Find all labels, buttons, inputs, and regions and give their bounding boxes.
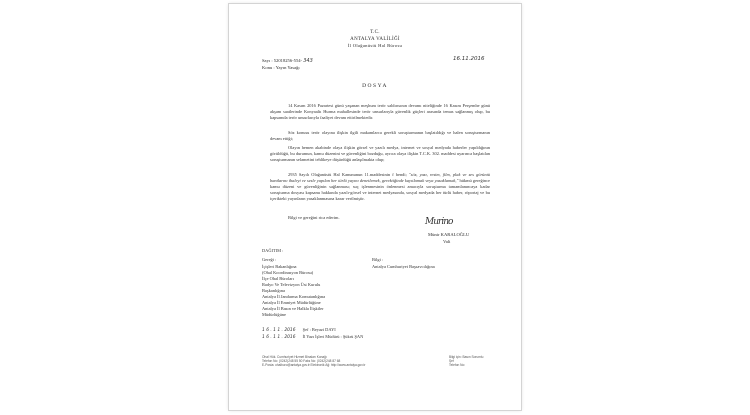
list-item: (Ohal Koordinasyon Bürosu) xyxy=(262,270,314,275)
geregi-list xyxy=(262,264,325,318)
paragraph-4-lead: 2935 Sayılı Olağanüstü Hal Kanununun 11.maddesinin f bendi; xyxy=(288,172,409,177)
bilgi-item: Antalya Cumhuriyet Başsavcılığına xyxy=(372,264,435,269)
paragraph-4 xyxy=(270,172,490,202)
header-country: T.C. xyxy=(370,30,380,35)
closing-line: Bilgi ve gereğini rica ederim. xyxy=(288,215,340,220)
signer-title: Vali xyxy=(443,239,451,244)
list-item: Başkanlığına xyxy=(262,288,285,293)
paraph-date: 1 6 . 1 1 . 2016 xyxy=(262,335,296,340)
konu-value: Yayın Yasağı xyxy=(275,65,300,70)
footer-line: Ohal Hük. Cumhuriyet Hizmet Binaları Konağı xyxy=(262,355,327,359)
sayi-line xyxy=(262,59,313,64)
paragraph-3: Olayın hemen akabinde olaya ilişkin görsel ve yazılı medya, internet ve sosyal medyada haberler yapıldığının görüldüğü, bu durumun, kamu düzenini ve güvenliğini bozduğu, ayrıca olaya ilişkin T.C.K. 302. maddesi uyarınca başlatılan soruşturmanın selametini tehlikeye düşürdüğü anlaşılmakta olup; xyxy=(270,145,490,162)
signer-name: Münir KARALOĞLU xyxy=(428,232,470,237)
geregi-label: Gereği : xyxy=(262,257,277,262)
paragraph-2: Söz konusu terör olayına ilişkin ilgili makamlarca gerekli soruşturmanın başlatıldığı ve halen soruşturmanın devam ettiği; xyxy=(270,130,490,141)
paraph-role: Şef : Beyazi DAYI xyxy=(302,327,336,332)
list-item: Antalya İl Jandarma Komutanlığına xyxy=(262,294,326,299)
footer-line: E-Posta: ohalburo@antalya.gov.tr Elektronik Ağ: http://www.antalya.gov.tr xyxy=(262,363,366,367)
footer-left xyxy=(262,355,365,367)
list-item: İçişleri Bakanlığına xyxy=(262,264,297,269)
date-handwritten: 16.11.2016 xyxy=(453,56,485,62)
paraph-role: İl Yazı İşleri Müdürü : Şükrü ŞAN xyxy=(302,334,364,339)
footer-line: Telefon No: xyxy=(449,363,466,367)
footer-line: Şef xyxy=(449,359,454,363)
paraph-row xyxy=(262,334,363,341)
list-item: Müdürlüğüne xyxy=(262,312,286,317)
list-item: Antalya İl Emniyet Müdürlüğüne xyxy=(262,300,321,305)
paragraph-4-rest: hükmü gereğince kamu düzeni ve güvenliğinin sağlanması; suç işlenmesinin önlenmesi amacıyla soruşturma tamamlanıncaya kadar soruşturma dosyası kapsamı hakkında yazılı-görsel ve internet medyasında, sosyal medyada her türlü haber, röportaj ve bu içerikteki yayınların yasaklanmasına karar verilmiştir. xyxy=(270,178,490,201)
sayi-handwritten: 343 xyxy=(303,58,313,64)
list-item: İlçe Ohal Büroları xyxy=(262,276,294,281)
sayi-label: Sayı : xyxy=(262,58,273,63)
header-department: İl Olağanüstü Hal Bürosu xyxy=(347,43,403,48)
paraph-row xyxy=(262,327,336,334)
sayi-value: 52018256-554- xyxy=(273,58,303,63)
document-page xyxy=(229,4,521,410)
list-item: Radyo Ve Televizyon Üst Kurulu xyxy=(262,282,321,287)
bilgi-label: Bilgi : xyxy=(372,257,384,262)
distribution-heading: DAĞITIM : xyxy=(262,248,284,253)
signature-scribble: Murino xyxy=(425,217,453,227)
header-office: ANTALYA VALİLİĞİ xyxy=(350,37,400,42)
konu-line xyxy=(262,66,300,71)
footer-line: Bilgi için: Basın Sorumlu xyxy=(449,355,484,359)
document-title: DOSYA xyxy=(362,83,388,89)
paraph-date: 1 6 . 1 1 . 2016 xyxy=(262,328,296,333)
konu-label: Konu : xyxy=(262,65,275,70)
list-item: Antalya İl Basın ve Halkla İlişkiler xyxy=(262,306,324,311)
paragraph-4-quote: "söz, yazı, resim, film, plak ve ses görüntü bantlarını ihaleyi ve sesle yapılan her türlü yayını denetlemek, gerektiğinde kayıtlamak veya yasaklamak," xyxy=(270,172,490,183)
footer-line: Telefon No: (0242)248 55 50 Faks No: (0242)248 87 68 xyxy=(262,359,341,363)
footer-right xyxy=(449,355,483,367)
paragraph-1: 14 Kasım 2016 Pazartesi günü yaşanan meşhum terör saldırısının devamı niteliğinde 16 Kasım Perşembe günü akşam saatlerinde Konyaaltı Hurma mahallesinde terör unsurlarıyla güvenlik güçleri arasında temas sağlanmış olup, bu kapsamda terör unsurlarıyla faaliyet devam ettirilmektedir. xyxy=(270,103,490,120)
